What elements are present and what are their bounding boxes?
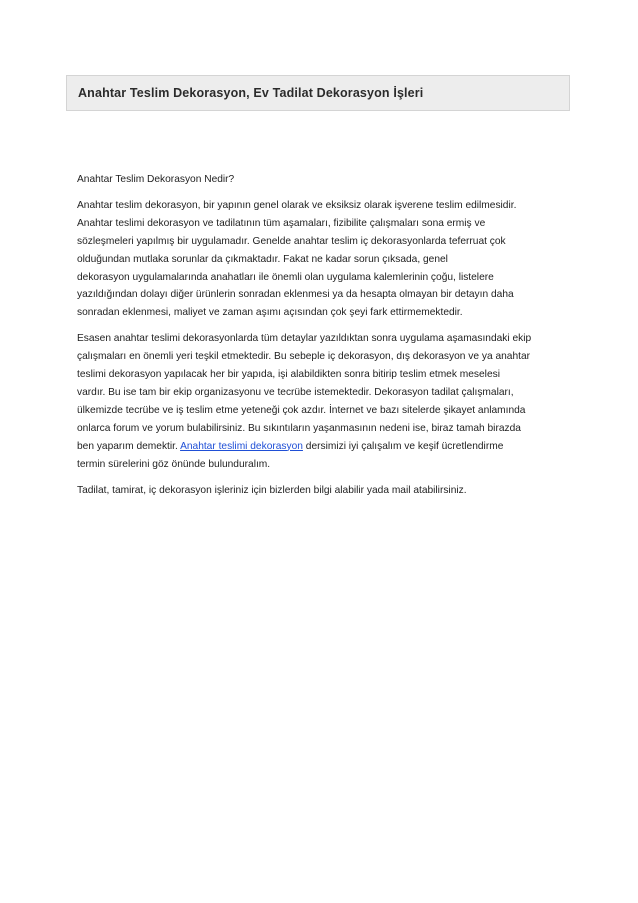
paragraph-line: termin sürelerini göz önünde bulunduralım. bbox=[77, 458, 271, 470]
anahtar-teslimi-dekorasyon-link[interactable]: Anahtar teslimi dekorasyon bbox=[180, 440, 303, 452]
paragraph-line: Anahtar teslimi dekorasyon ve tadilatının tüm aşamaları, fizibilite çalışmaları sona ermiş ve bbox=[77, 217, 486, 229]
paragraph-line: Tadilat, tamirat, iç dekorasyon işleriniz için bizlerden bilgi alabilir yada mail atabilirsiniz. bbox=[77, 484, 467, 496]
paragraph-line: Esasen anahtar teslimi dekorasyonlarda tüm detaylar yazıldıktan sonra uygulama aşamasındaki ekip bbox=[77, 333, 532, 345]
paragraph-1 bbox=[77, 197, 567, 322]
paragraph-line: çalışmaları en önemli yeri teşkil etmektedir. Bu sebeple iç dekorasyon, dış dekorasyon ve ya anahtar bbox=[77, 351, 531, 363]
paragraph-line: olduğundan mutlaka sorunlar da çıkmaktadır. Fakat ne kadar sorun çıksada, genel bbox=[77, 253, 448, 265]
paragraph-line: dekorasyon uygulamalarında anahatları ile önemli olan uygulama kalemlerinin çoğu, listelere bbox=[77, 271, 494, 283]
document-title: Anahtar Teslim Dekorasyon, Ev Tadilat Dekorasyon İşleri bbox=[78, 86, 424, 100]
paragraph-line: sonradan eklenmesi, maliyet ve zaman aşımı açısından çok şeyi fark ettirmemektedir. bbox=[77, 307, 463, 319]
heading-text: Anahtar Teslim Dekorasyon Nedir? bbox=[77, 174, 235, 185]
paragraph-2 bbox=[77, 330, 567, 473]
section-heading bbox=[77, 171, 567, 189]
paragraph-line: Anahtar teslim dekorasyon, bir yapının genel olarak ve eksiksiz olarak işverene teslim edilmesidir. bbox=[77, 199, 517, 211]
paragraph-3 bbox=[77, 482, 567, 500]
paragraph-line: teslimi dekorasyon yapılacak her bir yapıda, işi alabildikten sonra bitirip teslim etmek meselesi bbox=[77, 369, 500, 381]
document-body bbox=[77, 171, 567, 507]
paragraph-line: ülkemizde tecrübe ve iş teslim etme yeteneği çok azdır. İnternet ve bazı sitelerde şikayet anlamında bbox=[77, 404, 526, 416]
title-banner bbox=[66, 75, 570, 111]
paragraph-line-with-link bbox=[77, 438, 567, 456]
link-line-before: ben yaparım demektir. bbox=[77, 440, 181, 452]
paragraph-line: yazıldığından dolayı diğer ürünlerin sonradan eklenmesi ya da hesapta olmayan bir detayın daha bbox=[77, 289, 514, 301]
link-line-after: dersimizi iyi çalışalım ve keşif ücretlendirme bbox=[302, 440, 504, 452]
paragraph-line: onlarca forum ve yorum bulabilirsiniz. Bu sıkıntıların yaşanmasının nedeni ise, biraz tamah birazda bbox=[77, 422, 521, 434]
paragraph-line: vardır. Bu ise tam bir ekip organizasyonu ve tecrübe istemektedir. Dekorasyon tadilat çalışmaları, bbox=[77, 386, 514, 398]
paragraph-line: sözleşmeleri yapılmış bir uygulamadır. Genelde anahtar teslim iç dekorasyonlarda teferruat çok bbox=[77, 235, 506, 247]
